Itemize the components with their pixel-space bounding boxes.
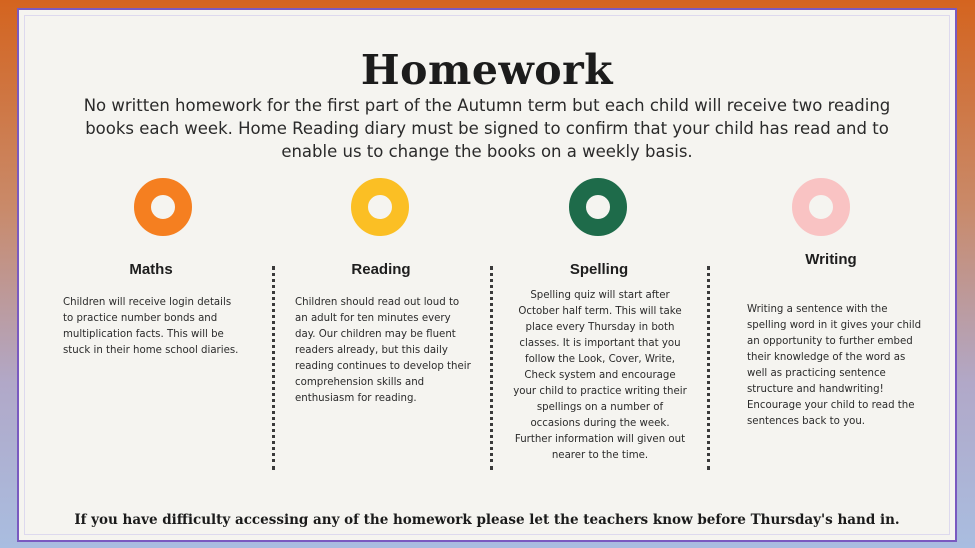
pink-ring-icon	[792, 178, 850, 236]
reading-heading: Reading	[351, 261, 411, 278]
intro-text: No written homework for the first part of the Autumn term but each child will receive two reading books each week. Home Reading diary must be signed to confirm that your child has read and to enable us to change the books on a weekly basis.	[83, 96, 891, 161]
yellow-ring-icon	[351, 178, 409, 236]
page-title: Homework	[360, 46, 614, 94]
maths-heading: Maths	[129, 261, 173, 278]
reading-text: Children should read out loud to an adult for ten minutes every day. Our children may be fluent readers already, but this daily reading continues to develop their comprehension skills and enthusiasm for reading.	[295, 297, 471, 404]
homework-card	[17, 8, 957, 542]
footer-note: If you have difficulty accessing any of the homework please let the teachers know before Thursday's hand in.	[74, 512, 900, 528]
spelling-heading: Spelling	[569, 261, 629, 278]
divider-2	[490, 266, 493, 470]
spelling-text: Spelling quiz will start after October half term. This will take place every Thursday in both classes. It is important that you follow the Look, Cover, Write, Check system and encourage your child to practice writing their spellings on a number of occasions during the week. Further information will given out nearer to the time.	[513, 290, 687, 461]
divider-1	[272, 266, 275, 470]
orange-ring-icon	[134, 178, 192, 236]
writing-text: Writing a sentence with the spelling word in it gives your child an opportunity to further embed their knowledge of the word as well as practicing sentence structure and handwriting! Encourage your child to read the sentences back to you.	[747, 304, 922, 427]
green-ring-icon	[569, 178, 627, 236]
maths-text: Children will receive login details to practice number bonds and multiplication facts. This will be stuck in their home school diaries.	[63, 297, 239, 356]
divider-3	[707, 266, 710, 470]
writing-heading: Writing	[805, 251, 857, 268]
